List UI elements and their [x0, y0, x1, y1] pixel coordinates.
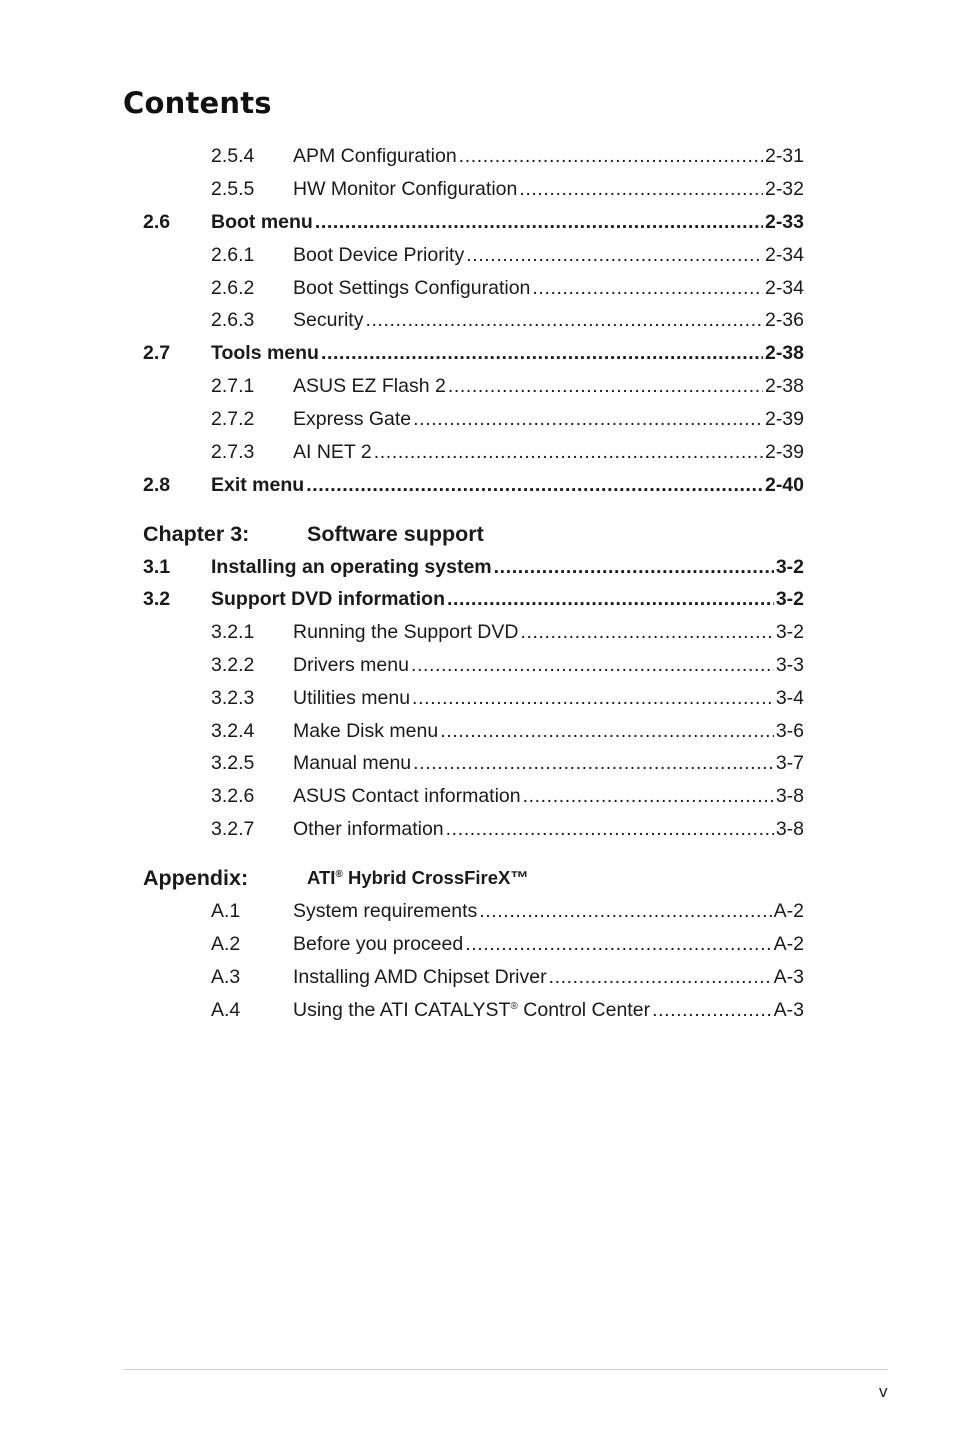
- entry-title: Installing AMD Chipset Driver: [293, 966, 547, 988]
- entry-page: 2-34: [764, 244, 804, 266]
- entry-number: A.4: [211, 999, 241, 1021]
- dot-leader: [652, 997, 772, 1023]
- appendix-label: Appendix:: [143, 866, 249, 890]
- entry-number: 2.7.3: [211, 441, 255, 463]
- toc-entry-a-4[interactable]: [0, 997, 954, 1023]
- entry-number: A.1: [211, 900, 241, 922]
- toc-entry-3-1[interactable]: [0, 554, 954, 580]
- entry-page: A-3: [773, 999, 804, 1021]
- entry-title: Manual menu: [293, 752, 412, 774]
- dot-leader: [306, 472, 763, 498]
- entry-number: 3.2.2: [211, 654, 255, 676]
- dot-leader: [549, 964, 772, 990]
- toc-entry-2-5-4[interactable]: [0, 143, 954, 169]
- dot-leader: [465, 931, 771, 957]
- toc-entry-a-3[interactable]: [0, 964, 954, 990]
- entry-page: 3-8: [775, 818, 804, 840]
- entry-page: 3-6: [775, 720, 804, 742]
- toc-entry-2-6-1[interactable]: [0, 242, 954, 268]
- entry-title: Drivers menu: [293, 654, 409, 676]
- toc-entry-2-6-3[interactable]: [0, 307, 954, 333]
- toc-entry-3-2-7[interactable]: [0, 816, 954, 842]
- toc-entry-2-7-3[interactable]: [0, 439, 954, 465]
- dot-leader: [523, 783, 774, 809]
- entry-title: Support DVD information: [211, 588, 445, 610]
- entry-page: 2-33: [764, 211, 804, 233]
- appendix-heading: [143, 863, 529, 893]
- dot-leader: [459, 143, 763, 169]
- entry-title: Exit menu: [211, 474, 305, 496]
- toc-entry-a-2[interactable]: [0, 931, 954, 957]
- dot-leader: [413, 750, 774, 776]
- entry-number: 2.6.1: [211, 244, 255, 266]
- toc-entry-3-2[interactable]: [0, 586, 954, 612]
- dot-leader: [440, 718, 774, 744]
- entry-title: Express Gate: [293, 408, 412, 430]
- entry-title: ASUS Contact information: [293, 785, 521, 807]
- dot-leader: [520, 619, 773, 645]
- entry-number: 3.2.5: [211, 752, 255, 774]
- entry-number: 2.5.5: [211, 178, 255, 200]
- entry-title: AI NET 2: [293, 441, 372, 463]
- entry-title: Tools menu: [211, 342, 319, 364]
- toc-entry-3-2-5[interactable]: [0, 750, 954, 776]
- dot-leader: [532, 275, 763, 301]
- entry-title: Installing an operating system: [211, 556, 492, 578]
- toc-entry-2-5-5[interactable]: [0, 176, 954, 202]
- entry-title: Boot Settings Configuration: [293, 277, 531, 299]
- dot-leader: [412, 685, 774, 711]
- appendix-title: ATI® Hybrid CrossFireX™: [307, 867, 529, 888]
- entry-number: 2.6: [143, 211, 171, 233]
- entry-title: Security: [293, 309, 364, 331]
- entry-number: 2.7: [143, 342, 171, 364]
- dot-leader: [494, 554, 774, 580]
- entry-title: Using the ATI CATALYST® Control Center: [293, 999, 651, 1021]
- toc-entry-3-2-2[interactable]: [0, 652, 954, 678]
- entry-page: 2-38: [764, 375, 804, 397]
- entry-page: 2-36: [764, 309, 804, 331]
- page-number: v: [879, 1382, 888, 1401]
- entry-page: 3-2: [775, 556, 804, 578]
- entry-number: 2.6.2: [211, 277, 255, 299]
- chapter-3-heading: [143, 519, 484, 549]
- dot-leader: [479, 898, 771, 924]
- entry-number: 3.2.4: [211, 720, 255, 742]
- entry-title: Other information: [293, 818, 444, 840]
- entry-number: 2.7.1: [211, 375, 255, 397]
- entry-number: 3.2.3: [211, 687, 255, 709]
- dot-leader: [447, 586, 774, 612]
- entry-title: System requirements: [293, 900, 478, 922]
- entry-page: A-2: [773, 933, 804, 955]
- entry-number: 2.8: [143, 474, 171, 496]
- chapter-title: Software support: [307, 522, 484, 546]
- dot-leader: [374, 439, 763, 465]
- entry-title: Utilities menu: [293, 687, 411, 709]
- toc-entry-2-7-2[interactable]: [0, 406, 954, 432]
- entry-number: 3.2.1: [211, 621, 255, 643]
- dot-leader: [448, 373, 763, 399]
- entry-page: 2-39: [764, 441, 804, 463]
- entry-page: A-2: [773, 900, 804, 922]
- entry-title: Before you proceed: [293, 933, 464, 955]
- entry-page: 3-2: [775, 621, 804, 643]
- entry-page: 3-8: [775, 785, 804, 807]
- footer-divider: [123, 1369, 888, 1370]
- dot-leader: [315, 209, 763, 235]
- entry-page: 3-4: [775, 687, 804, 709]
- entry-page: 2-31: [764, 145, 804, 167]
- dot-leader: [446, 816, 774, 842]
- toc-entry-3-2-1[interactable]: [0, 619, 954, 645]
- entry-number: 3.2.6: [211, 785, 255, 807]
- entry-page: 2-40: [764, 474, 804, 496]
- entry-title: Boot menu: [211, 211, 313, 233]
- toc-entry-2-6[interactable]: [0, 209, 954, 235]
- entry-number: A.2: [211, 933, 241, 955]
- entry-page: 2-34: [764, 277, 804, 299]
- entry-page: 3-2: [775, 588, 804, 610]
- entry-page: 2-38: [764, 342, 804, 364]
- entry-page: 3-3: [775, 654, 804, 676]
- dot-leader: [413, 406, 763, 432]
- dot-leader: [321, 340, 763, 366]
- entry-title: Make Disk menu: [293, 720, 439, 742]
- entry-number: 2.6.3: [211, 309, 255, 331]
- entry-number: 3.1: [143, 556, 171, 578]
- entry-number: 2.5.4: [211, 145, 255, 167]
- entry-page: 2-39: [764, 408, 804, 430]
- entry-page: 3-7: [775, 752, 804, 774]
- toc-entry-2-7[interactable]: [0, 340, 954, 366]
- entry-page: 2-32: [764, 178, 804, 200]
- entry-title: Running the Support DVD: [293, 621, 519, 643]
- toc-entry-a-1[interactable]: [0, 898, 954, 924]
- entry-title: APM Configuration: [293, 145, 457, 167]
- toc-entry-2-7-1[interactable]: [0, 373, 954, 399]
- toc-entry-3-2-6[interactable]: [0, 783, 954, 809]
- dot-leader: [411, 652, 774, 678]
- toc-entry-2-6-2[interactable]: [0, 275, 954, 301]
- toc-entry-2-8[interactable]: [0, 472, 954, 498]
- toc-entry-3-2-4[interactable]: [0, 718, 954, 744]
- entry-title: Boot Device Priority: [293, 244, 465, 266]
- page-title: Contents: [123, 86, 272, 120]
- entry-number: A.3: [211, 966, 241, 988]
- entry-page: A-3: [773, 966, 804, 988]
- entry-number: 2.7.2: [211, 408, 255, 430]
- dot-leader: [466, 242, 763, 268]
- entry-number: 3.2.7: [211, 818, 255, 840]
- toc-entry-3-2-3[interactable]: [0, 685, 954, 711]
- entry-number: 3.2: [143, 588, 171, 610]
- dot-leader: [519, 176, 763, 202]
- dot-leader: [365, 307, 763, 333]
- entry-title: ASUS EZ Flash 2: [293, 375, 446, 397]
- entry-title: HW Monitor Configuration: [293, 178, 518, 200]
- chapter-label: Chapter 3:: [143, 522, 250, 546]
